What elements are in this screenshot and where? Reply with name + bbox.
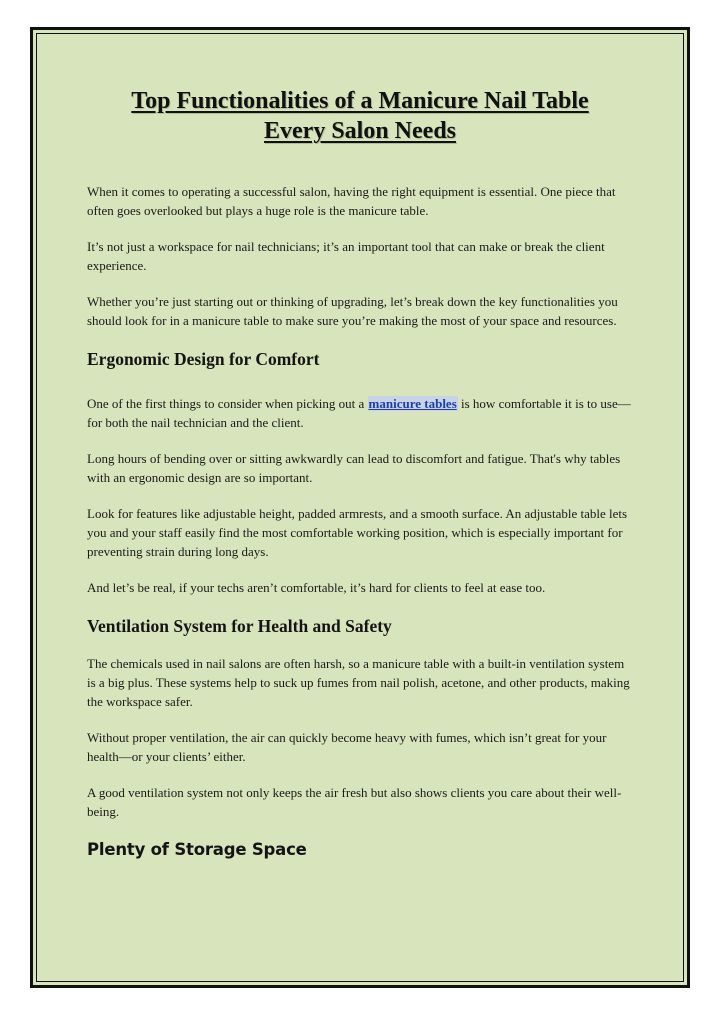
section-heading-storage: Plenty of Storage Space <box>87 840 307 859</box>
ergonomic-paragraph-3: Look for features like adjustable height, padded armrests, and a smooth surface. An adjustable table lets you and your staff easily find the most comfortable working position, which is especially important for preventing strain during long days. <box>87 506 628 559</box>
ergonomic-paragraph-4: And let’s be real, if your techs aren’t comfortable, it’s hard for clients to feel at ease too. <box>87 580 546 595</box>
ergonomic-paragraph-2: Long hours of bending over or sitting awkwardly can lead to discomfort and fatigue. That's why tables with an ergonomic design are so important. <box>87 451 621 485</box>
ergonomic-paragraph-1-start: One of the first things to consider when picking out a <box>87 396 368 411</box>
ventilation-paragraph-2: Without proper ventilation, the air can quickly become heavy with fumes, which isn’t great for your health—or your clients’ either. <box>87 730 607 764</box>
section-heading-ventilation: Ventilation System for Health and Safety <box>87 616 392 636</box>
title-line-2: Every Salon Needs <box>264 118 456 144</box>
ergonomic-paragraph-1 <box>87 394 633 432</box>
ventilation-paragraph-3: A good ventilation system not only keeps the air fresh but also shows clients you care about their well-being. <box>87 785 622 819</box>
intro-paragraph-2: It’s not just a workspace for nail technicians; it’s an important tool that can make or break the client experience. <box>87 239 605 273</box>
intro-paragraph-1: When it comes to operating a successful salon, having the right equipment is essential. One piece that often goes overlooked but plays a huge role is the manicure table. <box>87 184 616 218</box>
document-content <box>87 86 633 861</box>
ventilation-paragraph-1: The chemicals used in nail salons are often harsh, so a manicure table with a built-in ventilation system is a big plus. These systems help to suck up fumes from nail polish, acetone, and other products, making the workspace safer. <box>87 656 630 709</box>
intro-paragraph-3: Whether you’re just starting out or thinking of upgrading, let’s break down the key functionalities you should look for in a manicure table to make sure you’re making the most of your space and resources. <box>87 294 618 328</box>
document-title <box>87 86 633 146</box>
manicure-tables-link[interactable]: manicure tables <box>368 396 457 411</box>
ergonomic-paragraph-1-end: is how comfortable it is to use—for both the nail technician and the client. <box>87 396 631 430</box>
title-line-1: Top Functionalities of a Manicure Nail Table <box>131 88 589 114</box>
section-heading-ergonomic: Ergonomic Design for Comfort <box>87 349 320 369</box>
